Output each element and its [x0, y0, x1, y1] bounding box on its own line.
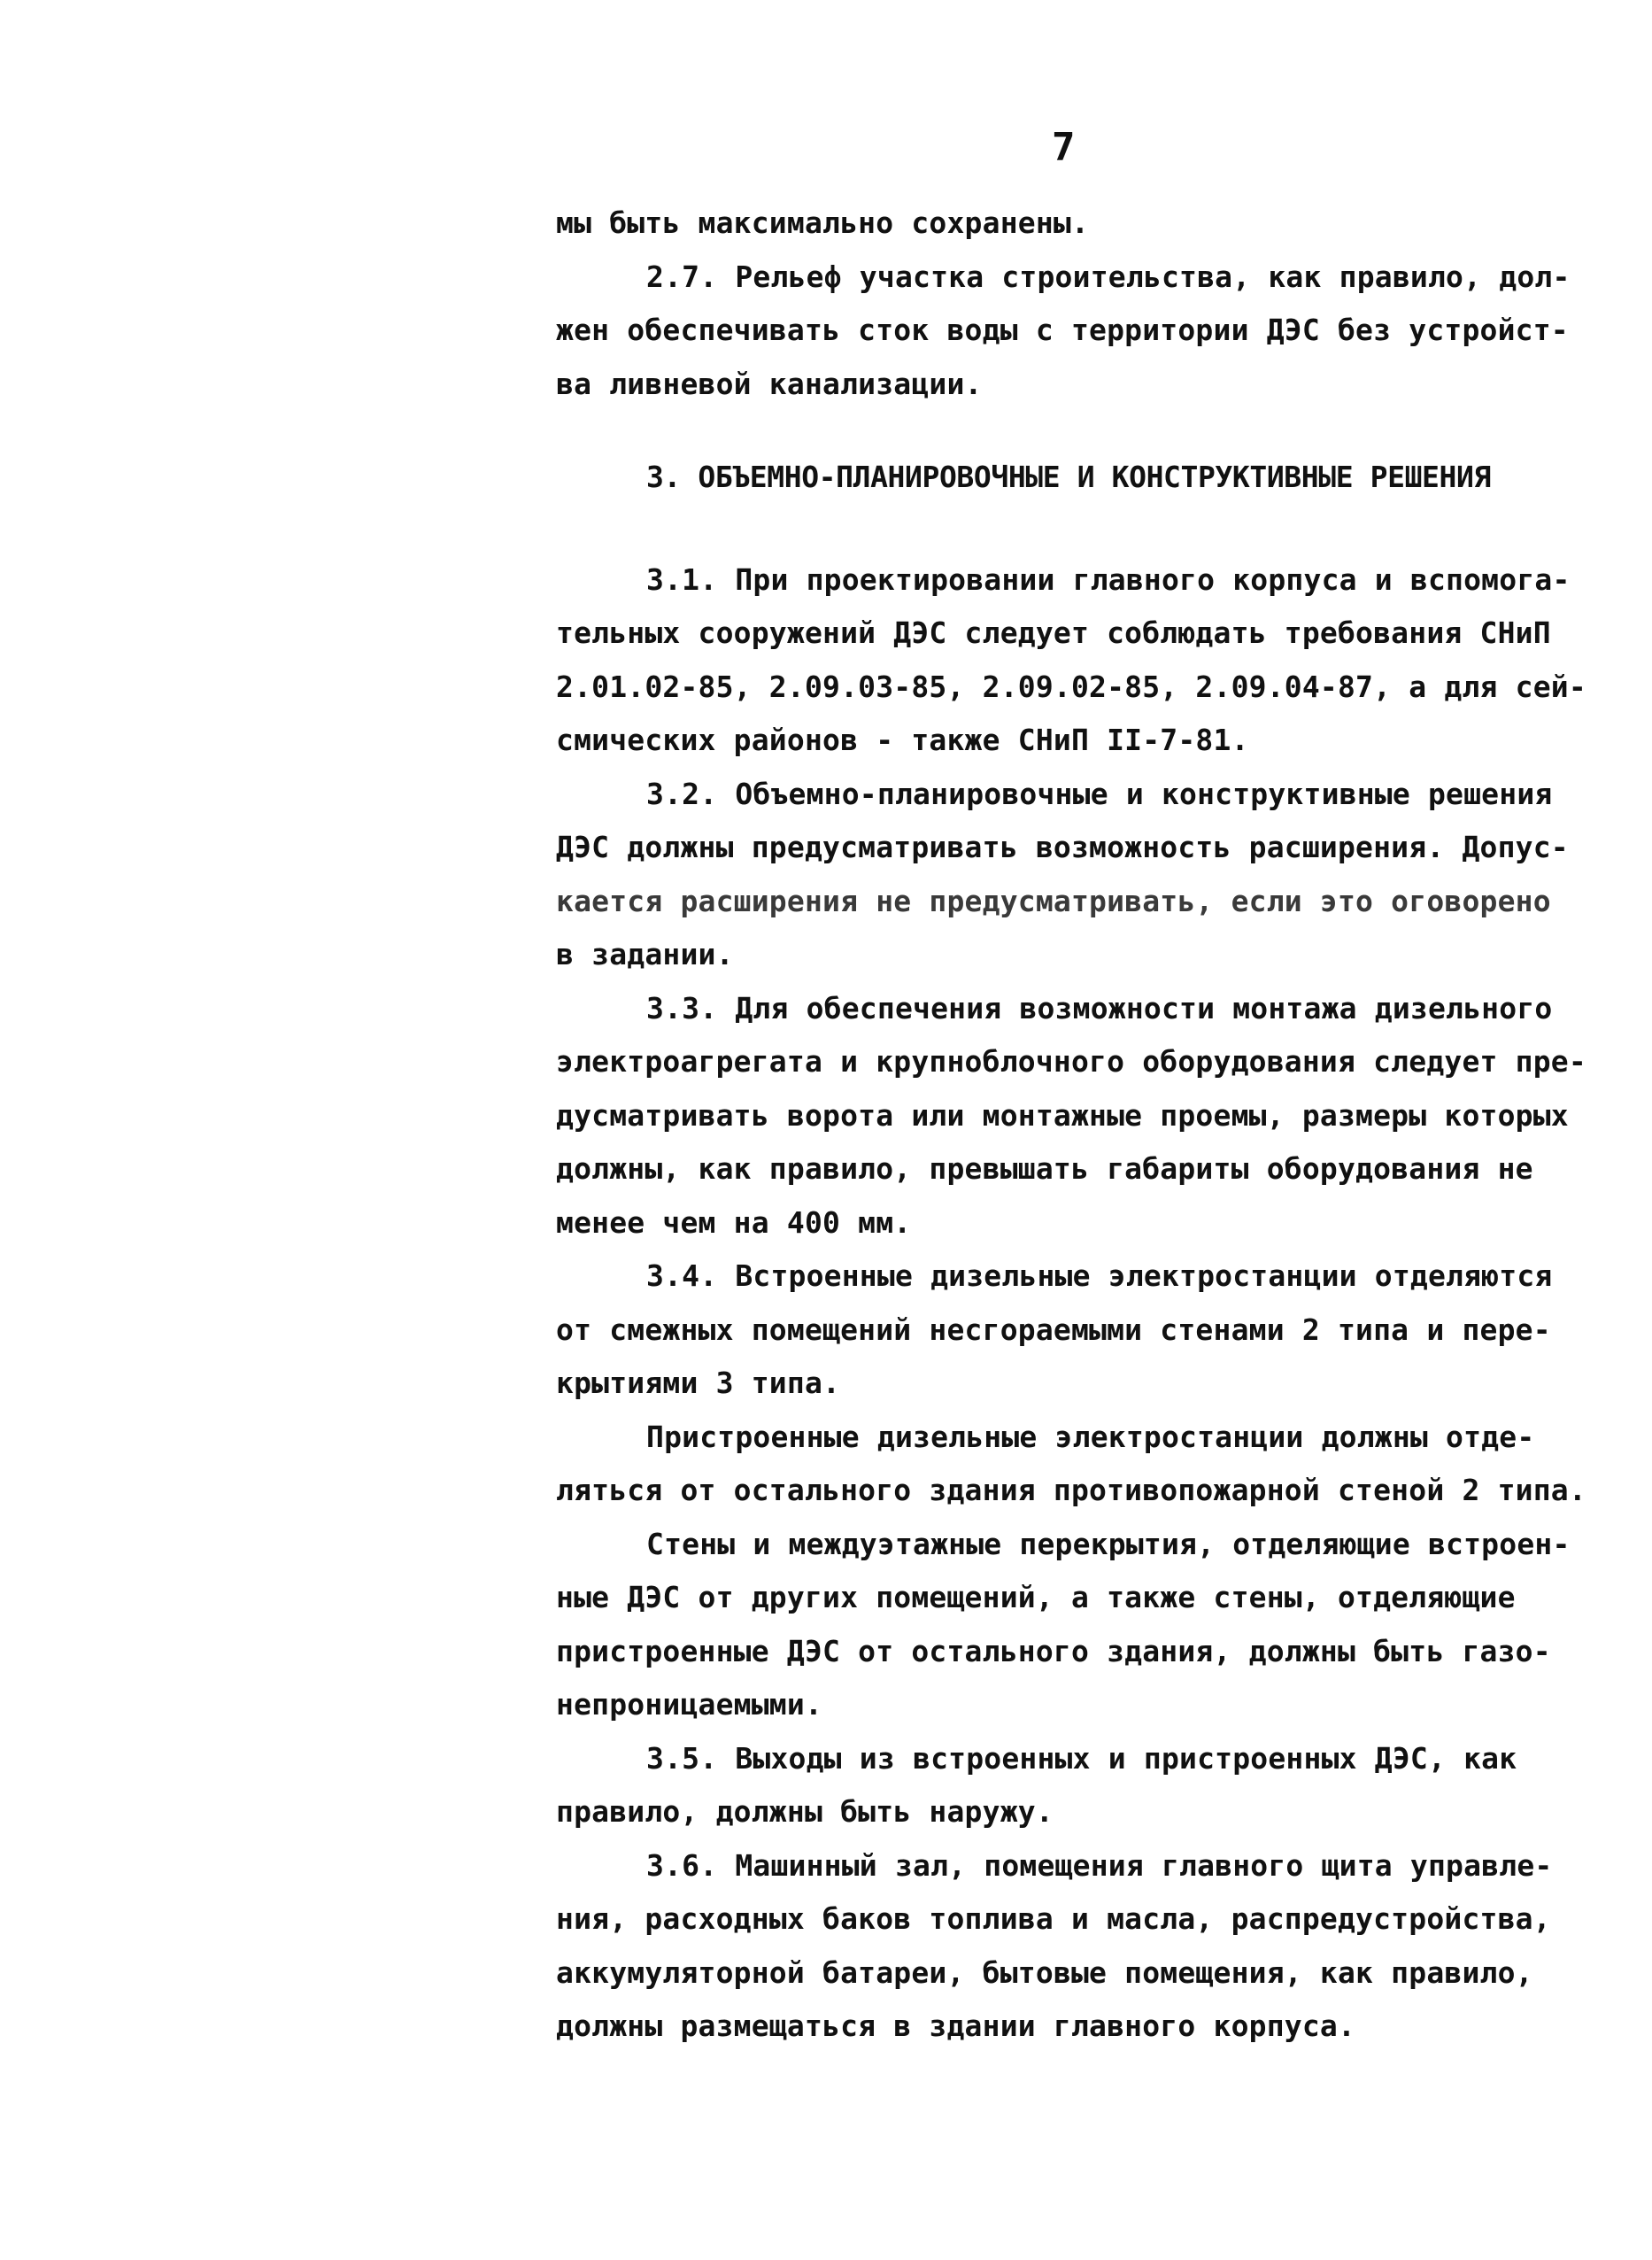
- paragraph-walls-line: пристроенные ДЭС от остального здания, должны быть газо-: [556, 1633, 1551, 1668]
- paragraph-2-7-line: ва ливневой канализации.: [556, 366, 983, 401]
- paragraph-3-3-line: электроагрегата и крупноблочного оборудования следует пре-: [556, 1044, 1586, 1079]
- paragraph-3-3-line: менее чем на 400 мм.: [556, 1204, 912, 1240]
- paragraph-3-5-line: правило, должны быть наружу.: [556, 1794, 1054, 1829]
- paragraph-attached-line: ляться от остального здания противопожарной стеной 2 типа.: [556, 1473, 1586, 1507]
- paragraph-3-6-line: аккумуляторной батареи, бытовые помещения, как правило,: [556, 1954, 1533, 1990]
- paragraph-attached-line: Пристроенные дизельные электростанции должны отде-: [646, 1419, 1535, 1454]
- paragraph-3-6-line: должны размещаться в здании главного корпуса.: [556, 2008, 1356, 2043]
- paragraph-3-2-line: ДЭС должны предусматривать возможность расширения. Допус-: [556, 830, 1569, 864]
- paragraph-walls-line: ные ДЭС от других помещений, а также стены, отделяющие: [556, 1580, 1516, 1614]
- paragraph-walls-line: непроницаемыми.: [556, 1687, 823, 1722]
- paragraph-3-4-line: 3.4. Встроенные дизельные электростанции отделяются: [646, 1258, 1553, 1293]
- paragraph-3-6-line: ния, расходных баков топлива и масла, распредустройства,: [556, 1901, 1551, 1936]
- paragraph-3-3-line: 3.3. Для обеспечения возможности монтажа дизельного: [646, 990, 1553, 1026]
- text-line: мы быть максимально сохранены.: [556, 205, 1090, 240]
- section-3-heading: 3. ОБЪЕМНО-ПЛАНИРОВОЧНЫЕ И КОНСТРУКТИВНЫЕ РЕШЕНИЯ: [646, 460, 1491, 494]
- page-number: 7: [1052, 125, 1076, 170]
- paragraph-3-6-line: 3.6. Машинный зал, помещения главного щита управле-: [646, 1847, 1553, 1883]
- paragraph-3-1-line: 2.01.02-85, 2.09.03-85, 2.09.02-85, 2.09.04-87, а для сей-: [556, 669, 1586, 704]
- paragraph-3-2-line: кается расширения не предусматривать, если это оговорено: [556, 883, 1551, 918]
- paragraph-3-4-line: крытиями 3 типа.: [556, 1366, 841, 1400]
- body-text: [556, 197, 1592, 2054]
- paragraph-3-3-line: должны, как правило, превышать габариты оборудования не: [556, 1151, 1533, 1186]
- paragraph-3-2-line: в задании.: [556, 937, 734, 971]
- paragraph-3-1-line: тельных сооружений ДЭС следует соблюдать требования СНиП: [556, 615, 1551, 650]
- paragraph-walls-line: Стены и междуэтажные перекрытия, отделяющие встроен-: [646, 1526, 1571, 1561]
- paragraph-3-3-line: дусматривать ворота или монтажные проемы, размеры которых: [556, 1097, 1569, 1133]
- paragraph-3-4-line: от смежных помещений несгораемыми стенами 2 типа и пере-: [556, 1312, 1551, 1347]
- paragraph-2-7-line: 2.7. Рельеф участка строительства, как правило, дол-: [646, 259, 1571, 294]
- paragraph-3-5-line: 3.5. Выходы из встроенных и пристроенных ДЭС, как: [646, 1740, 1517, 1776]
- paragraph-2-7-line: жен обеспечивать сток воды с территории ДЭС без устройст-: [556, 313, 1569, 347]
- paragraph-3-2-line: 3.2. Объемно-планировочные и конструктивные решения: [646, 776, 1553, 811]
- paragraph-3-1-line: смических районов - также СНиП II-7-81.: [556, 723, 1249, 757]
- paragraph-3-1-line: 3.1. При проектировании главного корпуса и вспомога-: [646, 561, 1571, 597]
